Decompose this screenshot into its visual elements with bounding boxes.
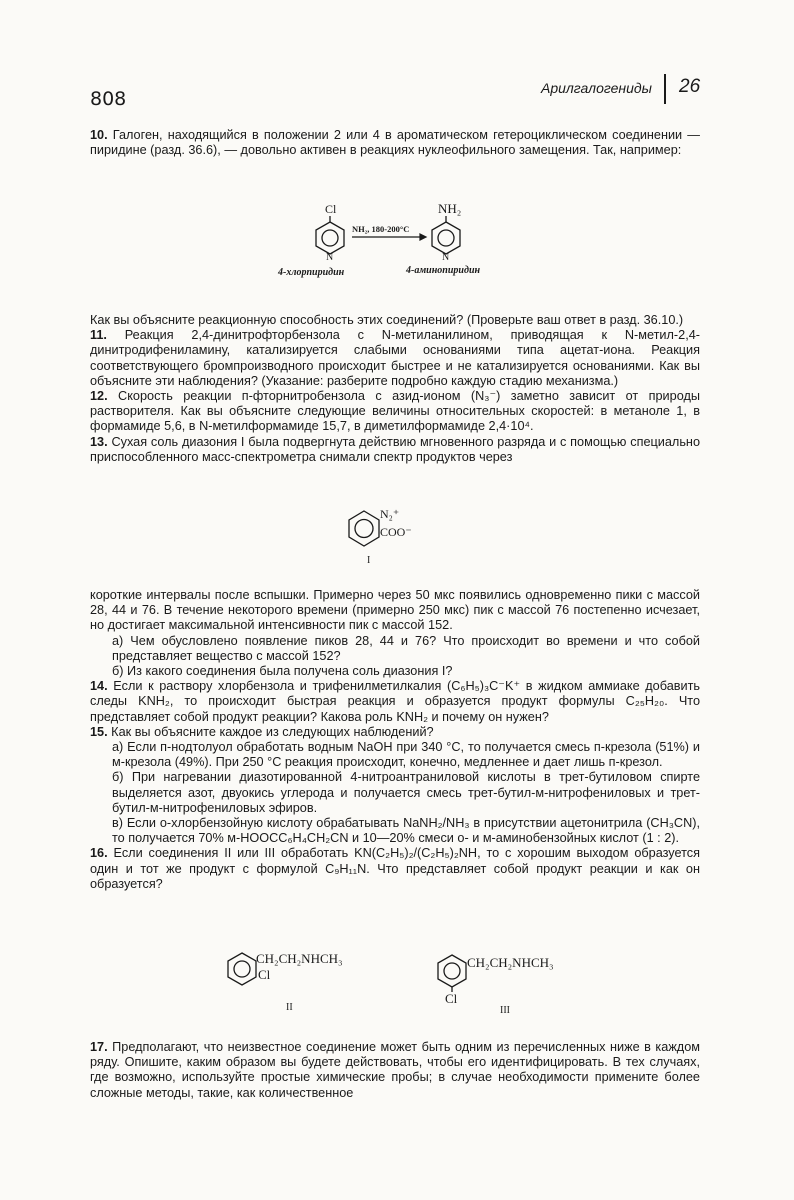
problem-number: 17.: [90, 1040, 108, 1054]
problem-13-text: Сухая соль диазония I была подвергнута действию мгновенного разряда и с помощью специально приспособленного масс-спектрометра снимали спектр продуктов через: [90, 434, 701, 464]
reaction-conditions: NH₂, 180-200°C: [352, 224, 410, 234]
product-name: 4-аминопиридин: [406, 265, 481, 276]
benzene-ring-iii: [438, 955, 466, 992]
pyridine-ring: [432, 216, 460, 254]
reaction-arrow: [352, 234, 426, 240]
compound-iii-chlorine: Cl: [445, 991, 458, 1006]
problem-number: 13.: [90, 434, 108, 449]
compound-ii-side-chain: CH₂CH₂NHCH₃: [256, 951, 343, 966]
problem-number: 15.: [90, 724, 108, 739]
problem-14-text: Если к раствору хлорбензола и трифенилметилкалия (C₆H₅)₃C⁻K⁺ в жидком аммиаке добавить следы KNH₂, то происходит быстрая реакция и образуется продукт формулы C₂₅H₂₀. Что представляет собой продукт реакции? Какова роль KNH₂ и почему он нужен?: [90, 679, 701, 724]
problem-15-part-c: в) Если о-хлорбензойную кислоту обрабатывать NaNH₂/NH₃ в присутствии ацетонитрила (CH₃CN), то получается 70% м-HOOCC₆H₄CH₂CN и 10—20% смеси о- и м-аминобензойных кислот (1 : 2).: [112, 816, 700, 846]
reactant-name: 4-хлорпиридин: [278, 267, 345, 278]
chlorine-substituent: Cl: [325, 202, 337, 216]
compound-label: I: [367, 555, 371, 566]
ring-nitrogen: N: [326, 252, 334, 263]
problem-15-text: Как вы объясните каждое из следующих наблюдений?: [111, 724, 434, 739]
problem-15-part-a: а) Если п-нодтолуол обработать водным NaOH при 340 °C, то получается смесь п-крезола (51%) и м-крезола (49%). При 250 °C реакция происходит, конечно, медленнее и дает лишь п-крезол.: [112, 740, 700, 770]
problem-17: [90, 1040, 700, 1101]
problems-13-16: [90, 588, 700, 892]
problem-11-text: Реакция 2,4-динитрофторбензола с N-метиланилином, приводящая к N-метил-2,4-динитродифениламину, катализируется слабыми основаниями типа ацетат-иона. Реакция соответствующего бромпроизводного происходит быстрее и не катализируется основаниями. Как вы объясните эти наблюдения? (Указание: разберите подробно каждую стадию механизма.): [90, 328, 701, 388]
problem-number: 14.: [90, 679, 108, 694]
problems-10-13: [90, 313, 700, 465]
problem-13-continued: короткие интервалы после вспышки. Примерно через 50 мкс появились одновременно пики с массой 28, 44 и 76. В течение некоторого времени (примерно 250 мкс) пик с массой 76 постепенно исчезает, но достигает максимальной интенсивности пик с массой 152.: [90, 588, 700, 633]
compound-iii-side-chain: CH₂CH₂NHCH₃: [467, 955, 554, 970]
page-number: 808: [90, 88, 127, 110]
problem-13-part-b: б) Из какого соединения была получена соль диазония I?: [112, 664, 453, 679]
chapter-number: 26: [679, 76, 701, 97]
question-10: Как вы объясните реакционную способность этих соединений? (Проверьте ваш ответ в разд. 36.10.): [90, 313, 684, 327]
problem-16-text: Если соединения II или III обработать KN(C₂H₅)₂/(C₂H₅)₂NH, то с хорошим выходом образуется один и тот же продукт с формулой C₉H₁₁N. Что представляет собой продукт реакции и как он образуется?: [90, 846, 700, 891]
diazonium-group: N₂⁺: [380, 507, 400, 521]
diazonium-figure: [340, 503, 460, 573]
problem-10: [90, 128, 700, 158]
problem-13-part-a: а) Чем обусловлено появление пиков 28, 44 и 76? Что происходит во времени и что собой представляет вещество с массой 152?: [112, 633, 700, 663]
problem-12-text: Скорость реакции п-фторнитробензола с азид-ионом (N₃⁻) заметно зависит от природы растворителя. Как вы объясните следующие величины относительных скоростей: в метаноле 1, в формамиде 5,6, в N-метилформамиде 15,7, в диметилформамиде 2,4·10⁴.: [90, 389, 700, 434]
pyridine-ring: [316, 216, 344, 254]
problem-number: 12.: [90, 389, 108, 404]
problem-number: 10.: [90, 128, 108, 142]
running-title: Арилгалогениды: [541, 80, 652, 96]
amino-substituent: NH₂: [438, 201, 462, 216]
carboxylate-group: COO⁻: [380, 525, 412, 539]
benzene-ring-ii: [228, 953, 256, 985]
header-divider: [664, 74, 666, 104]
compound-ii-label: II: [286, 1002, 293, 1013]
problem-15-part-b: б) При нагревании диазотированной 4-нитроантраниловой кислоты в трет-бутиловом спирте выделяется азот, двуокись углерода и получается смесь трет-бутил-м-нитрофениловых и трет-бутил-м-нитрофениловых эфиров.: [112, 770, 700, 815]
compound-ii-chlorine: Cl: [258, 967, 271, 982]
problem-number: 11.: [90, 328, 107, 343]
compounds-figure: [220, 945, 600, 1025]
problem-17-text: Предполагают, что неизвестное соединение может быть одним из перечисленных ниже в каждом ряду. Опишите, каким образом вы будете действовать, чтобы его идентифицировать. В тех случаях, где возможно, используйте простые химические пробы; в случае необходимости примените более сложные методы, такие, как количественное: [90, 1040, 700, 1100]
problem-text: Галоген, находящийся в положении 2 или 4 в ароматическом гетероциклическом соединении — пиридине (разд. 36.6), — довольно активен в реакциях нуклеофильного замещения. Так, например:: [90, 128, 700, 158]
compound-iii-label: III: [500, 1005, 510, 1016]
reaction-figure: [270, 201, 530, 280]
problem-number: 16.: [90, 846, 108, 861]
ring-nitrogen: N: [442, 252, 450, 263]
